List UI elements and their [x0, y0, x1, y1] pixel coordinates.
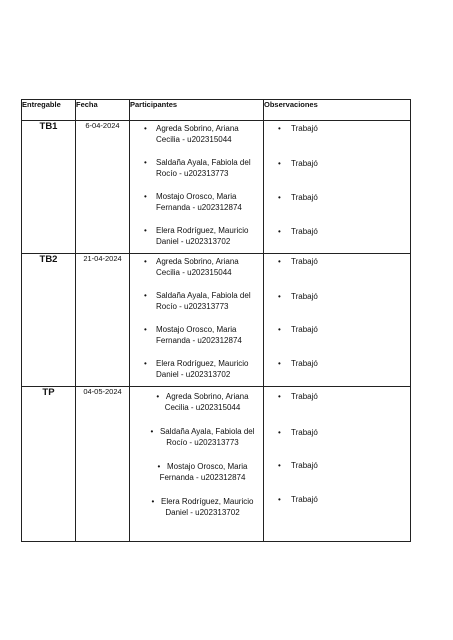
table-row: [22, 387, 411, 542]
deliverables-table: [21, 99, 411, 542]
observation-item: • Trabajó: [264, 227, 410, 238]
table-header-row: [22, 100, 411, 121]
participant-item: • Saldaña Ayala, Fabiola del Rocío - u202313773: [130, 158, 263, 179]
deliverable-code: TP: [22, 387, 76, 542]
participant-item: • Mostajo Orosco, Maria Fernanda - u202312874: [130, 325, 263, 346]
participants-cell: [130, 121, 264, 254]
deliverable-date: 04-05-2024: [76, 387, 130, 542]
observation-item: • Trabajó: [264, 325, 410, 336]
participant-item: • Elera Rodríguez, Mauricio Daniel - u202313702: [130, 359, 263, 380]
observation-item: • Trabajó: [264, 193, 410, 204]
header-fecha: Fecha: [76, 100, 130, 121]
header-observaciones: Observaciones: [264, 100, 411, 121]
participant-item: • Mostajo Orosco, Maria Fernanda - u202312874: [130, 192, 263, 213]
observation-item: • Trabajó: [264, 428, 410, 439]
observation-item: • Trabajó: [264, 461, 410, 472]
deliverable-date: 21-04-2024: [76, 254, 130, 387]
observation-item: • Trabajó: [264, 292, 410, 303]
observation-item: • Trabajó: [264, 257, 410, 268]
participant-item: • Agreda Sobrino, Ariana Cecilia - u202315044: [130, 124, 263, 145]
deliverable-code: TB1: [22, 121, 76, 254]
participant-item: • Agreda Sobrino, Ariana Cecilia - u202315044: [130, 257, 263, 278]
observations-cell: [264, 254, 411, 387]
participant-item: • Agreda Sobrino, Ariana Cecilia - u202315044: [130, 392, 263, 413]
observation-item: • Trabajó: [264, 124, 410, 135]
participant-item: • Mostajo Orosco, Maria Fernanda - u202312874: [130, 462, 263, 483]
participants-cell: [130, 387, 264, 542]
participant-item: • Saldaña Ayala, Fabiola del Rocío - u202313773: [130, 427, 263, 448]
header-participantes: Participantes: [130, 100, 264, 121]
deliverable-date: 6-04-2024: [76, 121, 130, 254]
participant-item: • Saldaña Ayala, Fabiola del Rocío - u202313773: [130, 291, 263, 312]
participant-item: • Elera Rodríguez, Mauricio Daniel - u202313702: [130, 497, 263, 518]
observation-item: • Trabajó: [264, 359, 410, 370]
header-entregable: Entregable: [22, 100, 76, 121]
deliverable-code: TB2: [22, 254, 76, 387]
observation-item: • Trabajó: [264, 392, 410, 403]
participant-item: • Elera Rodríguez, Mauricio Daniel - u202313702: [130, 226, 263, 247]
observations-cell: [264, 387, 411, 542]
table-row: [22, 254, 411, 387]
observation-item: • Trabajó: [264, 159, 410, 170]
observations-cell: [264, 121, 411, 254]
table-row: [22, 121, 411, 254]
observation-item: • Trabajó: [264, 495, 410, 506]
participants-cell: [130, 254, 264, 387]
